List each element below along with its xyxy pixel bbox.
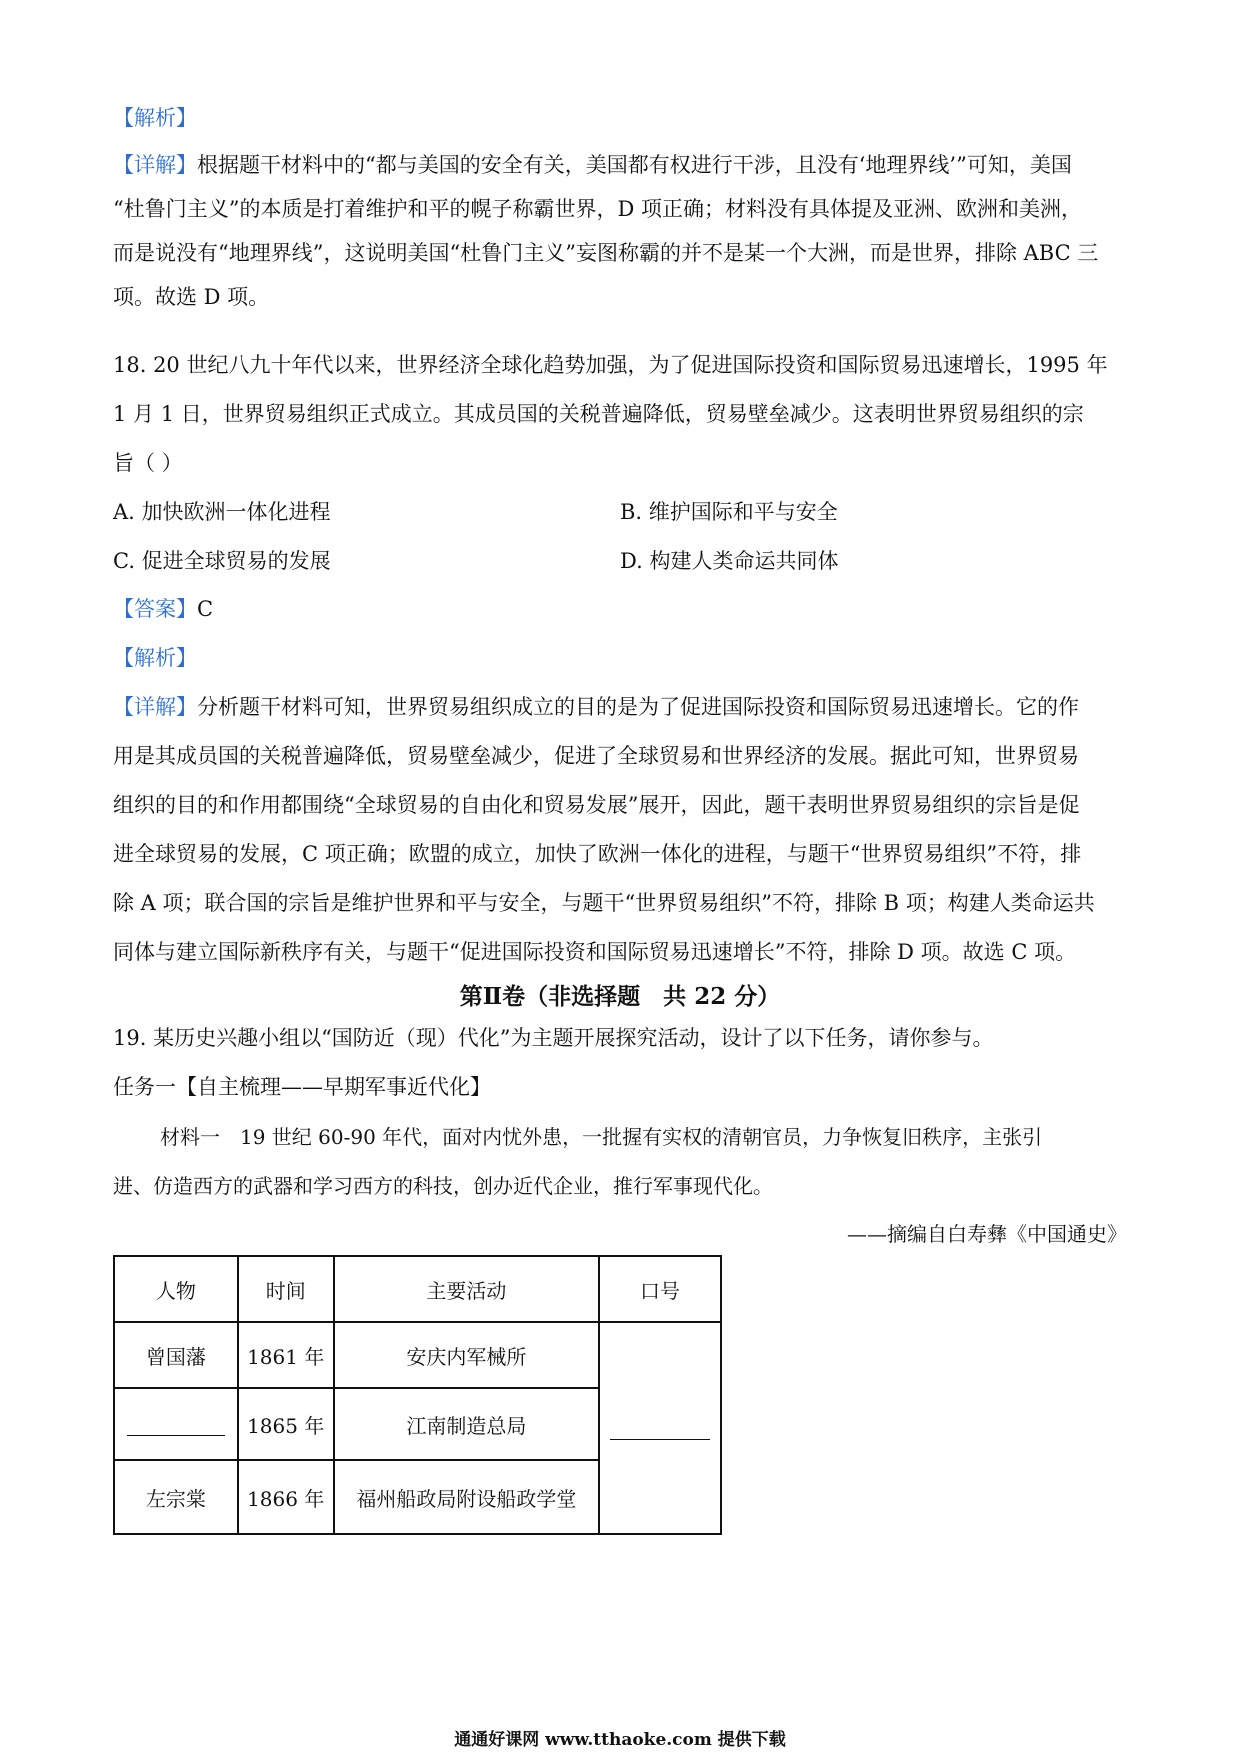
material-source: ——摘编自白寿彝《中国通史》 — [847, 1222, 1127, 1246]
analysis-tag: 【解析】 — [113, 106, 197, 130]
material-line: 进、仿造西方的武器和学习西方的科技，创办近代企业，推行军事现代化。 — [113, 1174, 773, 1198]
footer-text: 通通好课网 www.tthaoke.com 提供下载 — [454, 1730, 786, 1750]
detail-line: 【详解】分析题干材料可知，世界贸易组织成立的目的是为了促进国际投资和国际贸易迅速增长。它的作 — [113, 695, 1079, 719]
question-stem-line: 旨（ ） — [113, 451, 183, 475]
header-slogan: 口号 — [599, 1256, 721, 1322]
answer-tag: 【答案】 — [113, 597, 197, 621]
option-a: A. 加快欧洲一体化进程 — [113, 500, 331, 524]
answer-value: C — [197, 597, 214, 621]
analysis-tag: 【解析】 — [113, 646, 197, 670]
question-stem-line: 18. 20 世纪八九十年代以来，世界经济全球化趋势加强，为了促进国际投资和国际贸易迅速增长，1995 年 — [113, 353, 1108, 377]
cell-time: 1865 年 — [238, 1388, 334, 1460]
question-stem-line: 19. 某历史兴趣小组以“国防近（现）代化”为主题开展探究活动，设计了以下任务，请你参与。 — [113, 1026, 994, 1050]
detail-line: “杜鲁门主义”的本质是打着维护和平的幌子称霸世界，D 项正确；材料没有具体提及亚洲、欧洲和美洲， — [113, 197, 1082, 221]
question-stem-line: 1 月 1 日，世界贸易组织正式成立。其成员国的关税普遍降低，贸易壁垒减少。这表明世界贸易组织的宗 — [113, 402, 1084, 426]
header-activity: 主要活动 — [334, 1256, 600, 1322]
cell-time: 1861 年 — [238, 1322, 334, 1388]
detail-tag: 【详解】 — [113, 695, 197, 719]
detail-line: 组织的目的和作用都围绕“全球贸易的自由化和贸易发展”展开，因此，题干表明世界贸易组织的宗旨是促 — [113, 793, 1080, 817]
detail-line: 而是说没有“地理界线”，这说明美国“杜鲁门主义”妄图称霸的并不是某一个大洲，而是世界，排除 ABC 三 — [113, 241, 1099, 265]
material-line: 材料一 19 世纪 60-90 年代，面对内忧外患，一批握有实权的清朝官员，力争恢复旧秩序，主张引 — [160, 1125, 1043, 1149]
detail-tag: 【详解】 — [113, 153, 197, 177]
cell-slogan — [599, 1322, 721, 1534]
cell-activity: 福州船政局附设船政学堂 — [334, 1460, 600, 1534]
cell-time: 1866 年 — [238, 1460, 334, 1534]
option-d: D. 构建人类命运共同体 — [620, 549, 839, 573]
slogan-blank[interactable] — [610, 1419, 710, 1440]
option-c: C. 促进全球贸易的发展 — [113, 549, 331, 573]
header-person: 人物 — [114, 1256, 238, 1322]
cell-person — [114, 1388, 238, 1460]
activity-table — [113, 1255, 722, 1535]
cell-activity: 江南制造总局 — [334, 1388, 600, 1460]
cell-person: 曾国藩 — [114, 1322, 238, 1388]
header-time: 时间 — [238, 1256, 334, 1322]
detail-line: 除 A 项；联合国的宗旨是维护世界和平与安全，与题干“世界贸易组织”不符，排除 B 项；构建人类命运共 — [113, 891, 1095, 915]
section-title: 第Ⅱ卷（非选择题 共 22 分） — [459, 983, 781, 1010]
option-b: B. 维护国际和平与安全 — [620, 500, 838, 524]
detail-line: 项。故选 D 项。 — [113, 285, 270, 309]
cell-activity: 安庆内军械所 — [334, 1322, 600, 1388]
detail-line: 用是其成员国的关税普遍降低，贸易壁垒减少，促进了全球贸易和世界经济的发展。据此可知，世界贸易 — [113, 744, 1079, 768]
detail-line: 【详解】根据题干材料中的“都与美国的安全有关，美国都有权进行干涉，且没有‘地理界线’”可知，美国 — [113, 153, 1072, 177]
answer-line — [113, 594, 213, 624]
table-row — [114, 1322, 721, 1388]
table-header-row — [114, 1256, 721, 1322]
detail-line: 进全球贸易的发展，C 项正确；欧盟的成立，加快了欧洲一体化的进程，与题干“世界贸易组织”不符，排 — [113, 842, 1082, 866]
person-blank[interactable] — [127, 1415, 225, 1436]
task-heading: 任务一【自主梳理——早期军事近代化】 — [113, 1075, 491, 1099]
detail-line: 同体与建立国际新秩序有关，与题干“促进国际投资和国际贸易迅速增长”不符，排除 D 项。故选 C 项。 — [113, 940, 1077, 964]
cell-person: 左宗棠 — [114, 1460, 238, 1534]
